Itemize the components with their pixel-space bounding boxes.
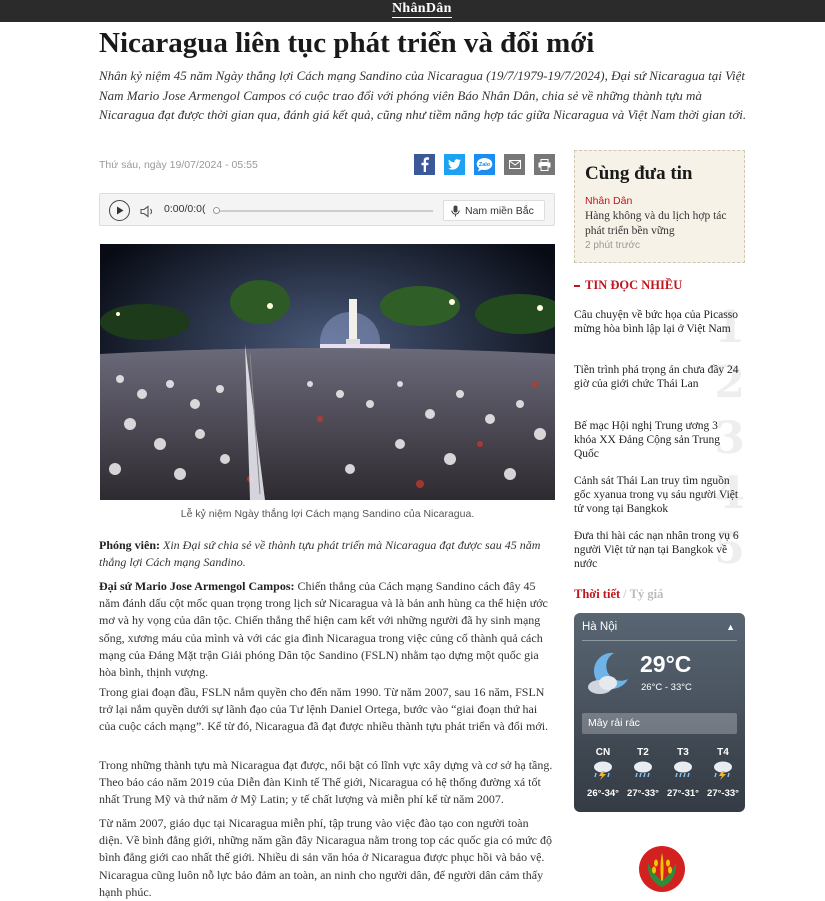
rain-icon: [628, 760, 658, 782]
voice-select[interactable]: [443, 200, 545, 221]
forecast-day: T2 27°-33°: [627, 747, 659, 799]
voice-select-label: Nam miền Bắc: [465, 204, 534, 217]
print-icon[interactable]: [534, 154, 555, 175]
city-select[interactable]: [582, 621, 737, 641]
interview-answer: Đại sứ Mario Jose Armengol Campos: Chiến thắng của Cách mạng Sandino cách đây 45 năm đánh dấu cột mốc quan trọng trong lịch sử Nicaragua và là bản anh hùng ca thể hiện ước mơ và hy vọng của dân tộc. Chiến thắng thể hiện cam kết với những người đã hy sinh mạng sống, xương máu của mình và với các gia đình Nicaragua trong việc củng cố thành quả cách mạng của Đảng Mặt trận Giải phóng Dân tộc Sandino (FSLN) nhằm tạo dựng một quốc gia hòa bình, thịnh vượng.: [99, 579, 548, 680]
cung-dua-tin-heading: Cùng đưa tin: [585, 163, 693, 184]
tab-exchange-rates[interactable]: Tỷ giá: [629, 587, 664, 601]
list-item[interactable]: [574, 413, 745, 467]
photo-caption: Lễ kỷ niệm Ngày thắng lợi Cách mạng Sandino của Nicaragua.: [180, 508, 475, 520]
article-date: Thứ sáu, ngày 19/07/2024 - 05:55: [99, 159, 258, 171]
thunderstorm-icon: [588, 760, 618, 782]
forecast-day: T4 27°-33°: [707, 747, 739, 799]
volume-icon[interactable]: [140, 203, 155, 222]
article-paragraph: Từ năm 2007, giáo dục tại Nicaragua miễn phí, tập trung vào việc đào tạo con người toàn diện. Về bình đẳng giới, những năm gần đây Nicaragua nằm trong top các quốc gia có mức độ bình đẳng giới cao nhất thế giới. Nhiều di sản văn hóa ở Nicaragua được phục hồi và bảo vệ. Nicaragua cũng luôn nỗ lực bảo đảm an toàn, an ninh cho người dân, để người dân cảm thấy hạnh phúc.: [99, 816, 553, 899]
article-paragraph: Trong giai đoạn đầu, FSLN nắm quyền cho đến năm 1990. Từ năm 2007, sau 16 năm, FSLN trở lại nắm quyền dưới sự lãnh đạo của Tư lệnh Daniel Ortega, bước vào “giai đoạn thứ hai của cuộc cách mạng”. Kể từ đó, Nicaragua đã đạt được nhiều thành tựu phát triển và đổi mới.: [99, 685, 549, 734]
city-select-label: Hà Nội: [582, 621, 618, 633]
most-read-heading: TIN ĐỌC NHIỀU: [574, 278, 682, 293]
audio-player: [99, 193, 555, 226]
moon-cloud-icon: [584, 649, 632, 697]
article-paragraph: Trong những thành tựu mà Nicaragua đạt được, nổi bật có lĩnh vực xây dựng và cơ sở hạ tầng. Theo báo cáo năm 2019 của Diễn đàn Kinh tế Thế giới, Nicaragua có hệ thống đường xá tốt nhất Trung Mỹ và thứ năm ở Mỹ Latin; y tế chất lượng và miễn phí kể từ năm 2007.: [99, 758, 553, 807]
audio-time: 0:00/0:0(: [164, 203, 206, 215]
list-item[interactable]: [574, 357, 745, 411]
play-icon: [116, 206, 124, 215]
article-photo[interactable]: [100, 244, 555, 500]
chevron-updown-icon: ▲: [726, 622, 735, 632]
interview-question: Phóng viên: Xin Đại sứ chia sẻ về thành tựu phát triển mà Nicaragua đạt được sau 45 năm thắng lợi Cách mạng Sandino.: [99, 538, 541, 570]
zalo-icon[interactable]: [474, 154, 495, 175]
list-item-title[interactable]: Tiền trình phá trọng án chưa đầy 24 giờ của giới chức Thái Lan: [574, 364, 739, 390]
list-item-title[interactable]: Câu chuyện về bức họa của Picasso mừng hòa bình lập lại ở Việt Nam: [574, 309, 738, 335]
list-item-title[interactable]: Đưa thi hài các nạn nhân trong vụ 6 người Việt tử nạn tại Bangkok về nước: [574, 530, 739, 570]
current-temperature: 29°C: [640, 651, 692, 677]
news-source[interactable]: Nhân Dân: [585, 195, 633, 207]
rank-number: 5: [714, 523, 745, 574]
forecast-day: CN 26°-34°: [587, 747, 619, 799]
list-item[interactable]: [574, 302, 745, 356]
tab-separator: /: [623, 587, 627, 601]
forecast-row: [588, 747, 738, 799]
microphone-icon: [451, 205, 460, 217]
list-item[interactable]: [574, 468, 745, 522]
weather-tabs: [574, 587, 663, 602]
emblem-icon: [638, 845, 686, 893]
list-item-title[interactable]: Cảnh sát Thái Lan truy tìm nguồn gốc xyanua trong vụ sáu người Việt tử vong tại Bangkok: [574, 475, 739, 515]
list-item[interactable]: [574, 523, 745, 577]
svg-text:Zalo: Zalo: [478, 162, 491, 168]
cung-dua-tin-box: [574, 150, 745, 263]
audio-progress-handle[interactable]: [213, 207, 220, 214]
email-icon[interactable]: [504, 154, 525, 175]
play-button[interactable]: [109, 200, 130, 221]
rank-number: 2: [714, 357, 745, 408]
article-title: Nicaragua liên tục phát triển và đổi mới: [99, 27, 595, 59]
tab-weather[interactable]: Thời tiết: [574, 587, 621, 601]
facebook-icon[interactable]: [414, 154, 435, 175]
thunderstorm-icon: [708, 760, 738, 782]
article-sapo: Nhân kỷ niệm 45 năm Ngày thắng lợi Cách mạng Sandino của Nicaragua (19/7/1979-19/7/2024), Đại sứ Nicaragua tại Việt Nam Mario Jose Armengol Campos có cuộc trao đổi với phóng viên Báo Nhân Dân, chia sẻ về những thành tựu mà Nicaragua đạt được thời gian qua, đánh giá kết quả, cũng như tiềm năng hợp tác giữa Nicaragua và Việt Nam thời gian tới.: [99, 68, 747, 122]
forecast-day: T3 27°-31°: [667, 747, 699, 799]
twitter-icon[interactable]: [444, 154, 465, 175]
rank-number: 4: [714, 468, 745, 519]
weather-widget: [574, 613, 745, 812]
list-item-title[interactable]: Bế mạc Hội nghị Trung ương 3 khóa XX Đảng Cộng sản Trung Quốc: [574, 420, 720, 460]
rain-icon: [668, 760, 698, 782]
rank-number: 1: [714, 302, 745, 353]
time-ago: 2 phút trước: [585, 240, 640, 251]
site-logo[interactable]: NhânDân: [392, 1, 452, 16]
audio-progress-track[interactable]: [215, 210, 433, 212]
weather-description: Mây rải rác: [582, 713, 737, 734]
cung-dua-tin-headline[interactable]: Hàng không và du lịch hợp tác phát triển bền vững: [585, 210, 727, 237]
temperature-range: 26°C - 33°C: [641, 682, 692, 693]
rank-number: 3: [714, 413, 745, 464]
site-header: [0, 0, 825, 22]
